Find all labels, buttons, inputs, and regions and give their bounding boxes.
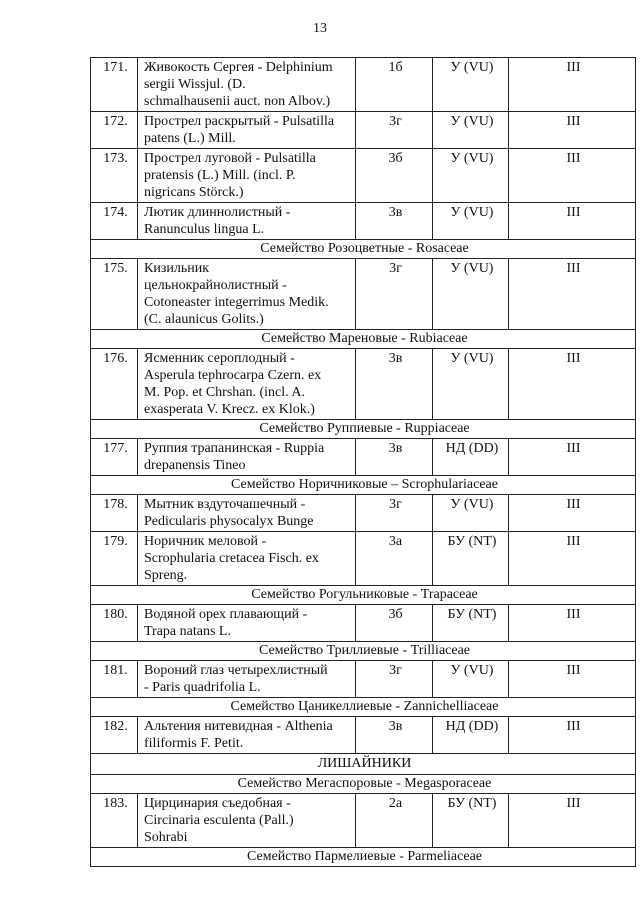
row-number: 182. [91, 717, 138, 754]
status-cell: НД (DD) [433, 717, 509, 754]
red-book-species-table [90, 57, 636, 867]
species-name-line: Мытник вздуточашечный - [144, 497, 306, 512]
family-heading: Семейство Триллиевые - Trilliaceae [91, 642, 636, 661]
status-cell: У (VU) [433, 203, 509, 240]
species-name-line: Лютик длиннолистный - [144, 205, 291, 220]
category-cell: 2а [356, 794, 433, 848]
category-cell: 3в [356, 349, 433, 420]
species-name-line: nigricans Störck.) [144, 185, 244, 200]
row-number: 173. [91, 149, 138, 203]
species-row [91, 717, 636, 754]
family-heading: Семейство Мареновые - Rubiaceae [91, 330, 636, 349]
status-cell: У (VU) [433, 495, 509, 532]
species-name-line: Водяной орех плавающий - [144, 607, 308, 622]
category-cell: 3в [356, 203, 433, 240]
priority-cell: III [509, 259, 636, 330]
family-heading: Семейство Цаникеллиевые - Zannichelliaceae [91, 698, 636, 717]
species-name [138, 112, 356, 149]
species-row [91, 112, 636, 149]
page-number: 13 [313, 21, 327, 36]
species-name-line: Цирцинария съедобная - [144, 796, 291, 811]
family-heading: Семейство Руппиевые - Ruppiaceae [91, 420, 636, 439]
species-name [138, 794, 356, 848]
family-heading-row [91, 330, 636, 349]
section-heading-row [91, 754, 636, 775]
status-cell: БУ (NT) [433, 794, 509, 848]
species-name-line: цельнокрайнолистный - [144, 278, 287, 293]
species-name-line: Альтения нитевидная - Althenia [144, 719, 333, 734]
category-cell: 3б [356, 605, 433, 642]
species-name-line: (C. alaunicus Golits.) [144, 312, 264, 327]
species-name-line: Spreng. [144, 568, 188, 583]
family-heading-row [91, 240, 636, 259]
priority-cell: III [509, 439, 636, 476]
species-name-line: sergii Wissjul. (D. [144, 77, 246, 92]
species-name [138, 149, 356, 203]
species-name-line: Pedicularis physocalyx Bunge [144, 514, 314, 529]
species-name-line: Sohrabi [144, 830, 188, 845]
category-cell: 3а [356, 532, 433, 586]
species-name [138, 349, 356, 420]
species-name [138, 495, 356, 532]
priority-cell: III [509, 661, 636, 698]
category-cell: 3б [356, 149, 433, 203]
family-heading: Семейство Розоцветные - Rosaceae [91, 240, 636, 259]
row-number: 179. [91, 532, 138, 586]
priority-cell: III [509, 112, 636, 149]
priority-cell: III [509, 532, 636, 586]
row-number: 172. [91, 112, 138, 149]
row-number: 175. [91, 259, 138, 330]
priority-cell: III [509, 149, 636, 203]
family-heading: Семейство Пармелиевые - Parmeliaceae [91, 848, 636, 867]
family-heading-row [91, 775, 636, 794]
status-cell: У (VU) [433, 149, 509, 203]
species-name-line: Живокость Сергея - Delphinium [144, 60, 333, 75]
species-name-line: filiformis F. Petit. [144, 736, 244, 751]
species-name-line: Cotoneaster integerrimus Medik. [144, 295, 329, 310]
species-row [91, 349, 636, 420]
species-name-line: exasperata V. Krecz. ex Klok.) [144, 402, 315, 417]
family-heading-row [91, 848, 636, 867]
status-cell: НД (DD) [433, 439, 509, 476]
species-name-line: Ясменник сероплодный - [144, 351, 295, 366]
species-row [91, 661, 636, 698]
priority-cell: III [509, 717, 636, 754]
species-name [138, 259, 356, 330]
family-heading-row [91, 586, 636, 605]
row-number: 178. [91, 495, 138, 532]
priority-cell: III [509, 495, 636, 532]
status-cell: У (VU) [433, 349, 509, 420]
species-name [138, 661, 356, 698]
family-heading-row [91, 420, 636, 439]
row-number: 176. [91, 349, 138, 420]
priority-cell: III [509, 605, 636, 642]
species-name-line: Asperula tephrocarpa Czern. ex [144, 368, 322, 383]
species-row [91, 203, 636, 240]
category-cell: 3г [356, 495, 433, 532]
species-row [91, 439, 636, 476]
status-cell: У (VU) [433, 58, 509, 112]
status-cell: БУ (NT) [433, 605, 509, 642]
species-name-line: Норичник меловой - [144, 534, 267, 549]
species-row [91, 532, 636, 586]
species-name [138, 532, 356, 586]
row-number: 180. [91, 605, 138, 642]
species-name-line: patens (L.) Mill. [144, 131, 236, 146]
species-name-line: M. Pop. et Chrshan. (incl. A. [144, 385, 305, 400]
category-cell: 3в [356, 717, 433, 754]
family-heading: Семейство Норичниковые – Scrophulariaceae [91, 476, 636, 495]
species-row [91, 794, 636, 848]
species-row [91, 259, 636, 330]
species-name [138, 605, 356, 642]
species-name-line: pratensis (L.) Mill. (incl. P. [144, 168, 296, 183]
species-name-line: Scrophularia cretacea Fisch. ex [144, 551, 319, 566]
species-row [91, 495, 636, 532]
status-cell: БУ (NT) [433, 532, 509, 586]
species-row [91, 605, 636, 642]
species-name-line: Прострел луговой - Pulsatilla [144, 151, 316, 166]
species-name-line: Руппия трапанинская - Ruppia [144, 441, 325, 456]
row-number: 181. [91, 661, 138, 698]
priority-cell: III [509, 58, 636, 112]
family-heading-row [91, 642, 636, 661]
category-cell: 3г [356, 259, 433, 330]
row-number: 174. [91, 203, 138, 240]
priority-cell: III [509, 794, 636, 848]
row-number: 183. [91, 794, 138, 848]
row-number: 177. [91, 439, 138, 476]
category-cell: 1б [356, 58, 433, 112]
priority-cell: III [509, 349, 636, 420]
species-row [91, 149, 636, 203]
category-cell: 3в [356, 439, 433, 476]
species-name [138, 58, 356, 112]
category-cell: 3г [356, 661, 433, 698]
family-heading-row [91, 476, 636, 495]
species-name-line: Circinaria esculenta (Pall.) [144, 813, 294, 828]
species-name [138, 203, 356, 240]
family-heading: Семейство Мегаспоровые - Megasporaceae [91, 775, 636, 794]
species-name-line: drepanensis Tineo [144, 458, 246, 473]
family-heading-row [91, 698, 636, 717]
section-heading: ЛИШАЙНИКИ [91, 754, 636, 775]
family-heading: Семейство Рогульниковые - Trapaceae [91, 586, 636, 605]
species-row [91, 58, 636, 112]
status-cell: У (VU) [433, 259, 509, 330]
species-name-line: Кизильник [144, 261, 210, 276]
status-cell: У (VU) [433, 112, 509, 149]
category-cell: 3г [356, 112, 433, 149]
species-name-line: schmalhausenii auct. non Albov.) [144, 94, 331, 109]
priority-cell: III [509, 203, 636, 240]
status-cell: У (VU) [433, 661, 509, 698]
table-body [91, 58, 636, 867]
species-name-line: Trapa natans L. [144, 624, 231, 639]
species-name [138, 439, 356, 476]
species-name-line: Прострел раскрытый - Pulsatilla [144, 114, 335, 129]
species-name-line: Вороний глаз четырехлистный [144, 663, 328, 678]
species-name [138, 717, 356, 754]
species-name-line: - Paris quadrifolia L. [144, 680, 261, 695]
row-number: 171. [91, 58, 138, 112]
species-name-line: Ranunculus lingua L. [144, 222, 265, 237]
